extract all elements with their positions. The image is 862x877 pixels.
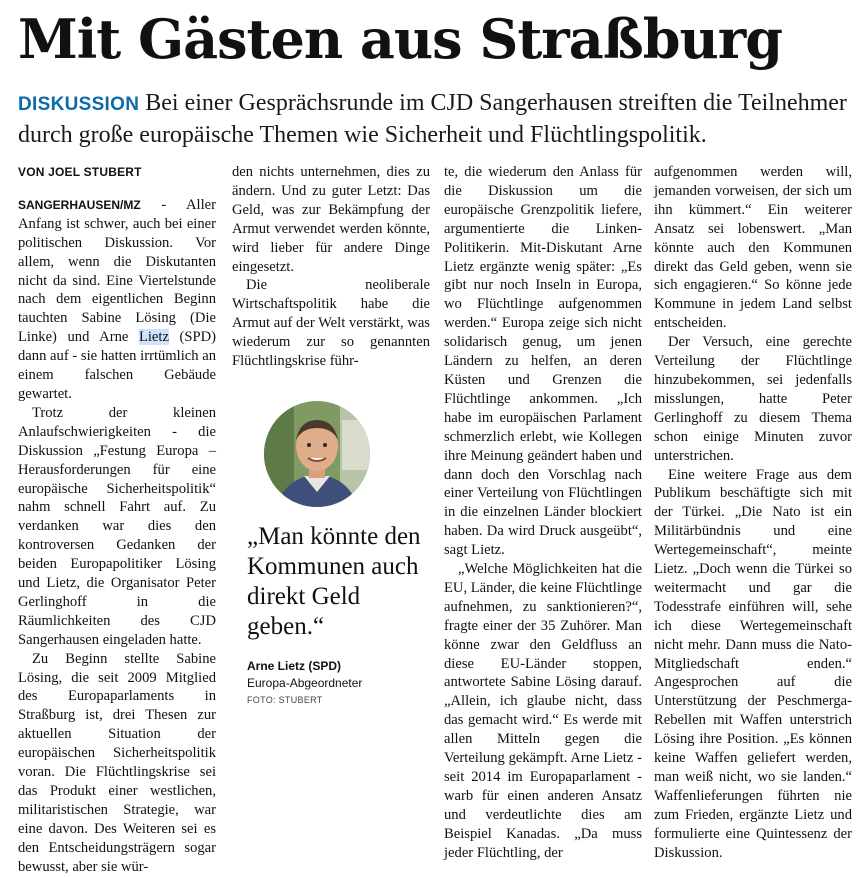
article-column-1 — [18, 163, 216, 877]
article-column-2 — [232, 163, 430, 371]
byline: VON JOEL STUBERT — [18, 165, 142, 179]
paragraph: te, die wiederum den Anlass für die Diskussion um die europäische Grenzpolitik liefere, argumentierte die Linken-Politikerin. Mit-Diskutant Arne Lietz ergänzte wenig später: „Es gibt nur noch Inseln in Europa, wo Flüchtlinge aufgenommen werden.“ Europa zeige sich nicht solidarisch genug, um jenen Ländern zu helfen, an deren Küsten und Grenzen die Flüchtlinge ankommen. „Ich habe im europäischen Parlament schmerzlich erlebt, wie Kollegen ihre Meinung geändert haben und dann doch den Vorschlag nach einer Verteilung von Flüchtlingen in die einzelnen Länder blockiert haben. Da wird Druck ausgeübt“, sagt Lietz. — [444, 164, 642, 559]
paragraph: Die neoliberale Wirtschaftspolitik habe die Armut auf der Welt verstärkt, was wiederum zur so genannten Flüchtlingskrise führ- — [232, 277, 430, 370]
paragraph: Zu Beginn stellte Sabine Lösing, die seit 2009 Mitglied des Europaparlaments in Straßburg ist, drei Thesen zur aktuellen Situation der europäischen Sicherheitspolitik voran. Die Flüchtlingskrise sei das Produkt einer westlichen, militaristischen Strategie, war eine davon. Des Weiteren sei es den Entscheidungsträgern sogar bewusst, aber sie wür- — [18, 650, 216, 875]
paragraph-text: - Aller Anfang ist schwer, auch bei einer politischen Diskussion. Vor allem, wenn die Diskutanten nicht da sind. Eine Viertelstunde nach dem eigentlichen Beginn tauchten Sabine Lösing (Die Linke) und Arne — [18, 196, 216, 346]
highlighted-word: Lietz — [138, 329, 169, 346]
teaser — [18, 88, 848, 150]
dateline: SANGERHAUSEN/MZ — [18, 197, 141, 212]
paragraph: Eine weitere Frage aus dem Publikum beschäftigte sich mit der Türkei. „Die Nato ist ein Militärbündnis und eine Wertegemeinschaft“, meinte Lietz. „Doch wenn die Türkei so weitermacht und gar die Todesstrafe einführen will, sehe ich diese Wertegemeinschaft nicht mehr. Dann muss die Nato-Mitgliedschaft enden.“ Angesprochen auf die Unterstützung der Peschmerga-Rebellen mit Waffen unterstrich Lösing ihre Position. „Es können keine Waffen geliefert werden, man weiß nicht, wo sie landen.“ Waffenlieferungen führten nie zum Frieden, ergänzte Lietz und formulierte eine Quintessenz der Diskussion. — [654, 466, 852, 861]
paragraph: Trotz der kleinen Anlaufschwierigkeiten - die Diskussion „Festung Europa – Herausforderungen für eine europäische Sicherheitspolitik“ nahm schnell Fahrt auf. Zu verdanken war dies den kontroversen Gedanken der beiden Europapolitiker Lösing und Lietz, die Organisator Peter Gerlinghoff in die Räumlichkeiten des CJD Sangerhausen eingeladen hatte. — [18, 404, 216, 648]
caption-role: Europa-Abgeordneter — [247, 676, 363, 690]
paragraph: den nichts unternehmen, dies zu ändern. Und zu guter Letzt: Das Geld, was zur Bekämpfung der Armut verwendet werden könnte, wird lieber für andere Dinge eingesetzt. — [232, 164, 430, 275]
paragraph: „Welche Möglichkeiten hat die EU, Länder, die keine Flüchtlinge aufnehmen, zu sanktionieren?“, fragte einer der 35 Zuhörer. Man könne zwar den Geldfluss an diese EU-Länder stoppen, antwortete Sabine Lösing darauf. „Allein, ich glaube nicht, dass das gemacht wird.“ Es werde mit allen Mitteln gegen die Verteilung gekämpft. Arne Lietz - seit 2014 im Europaparlament - warb für einen anderen Ansatz und verdeutlichte dies am Beispiel Kanadas. „Da muss jeder Flüchtling, der — [444, 561, 642, 861]
article-column-4 — [654, 163, 852, 863]
teaser-text: Bei einer Gesprächsrunde im CJD Sangerhausen streiften die Teilnehmer durch große europäische Themen wie Sicherheit und Flüchtlingspolitik. — [18, 90, 847, 148]
paragraph: aufgenommen werden will, jemanden vorweisen, der sich um ihn kümmert.“ Ein weiterer Ansatz sei lobenswert. „Man könnte auch den Kommunen direkt das Geld geben, wenn sie sich engagieren.“ So könne jede Kommune in jedem Land selbst entscheiden. — [654, 164, 852, 332]
caption-name: Arne Lietz (SPD) — [247, 659, 342, 673]
paragraph: Der Versuch, eine gerechte Verteilung der Flüchtlinge hinzubekommen, sei jedenfalls misslungen, hatte Peter Gerlinghoff zu diesem Thema schon einige Minuten zuvor unterstrichen. — [654, 334, 852, 464]
paragraph-text: (SPD) dann auf - sie hatten irrtümlich an einem falschen Gebäude gewartet. — [18, 329, 217, 402]
kicker: DISKUSSION — [18, 94, 140, 115]
pull-quote: „Man könnte den Kommunen auch direkt Geld geben.“ — [247, 523, 421, 640]
headline: Mit Gästen aus Straßburg — [18, 7, 782, 71]
article-column-3 — [444, 163, 642, 863]
photo-credit: FOTO: STUBERT — [247, 695, 323, 705]
paragraph — [18, 196, 216, 404]
portrait-photo — [254, 400, 380, 508]
